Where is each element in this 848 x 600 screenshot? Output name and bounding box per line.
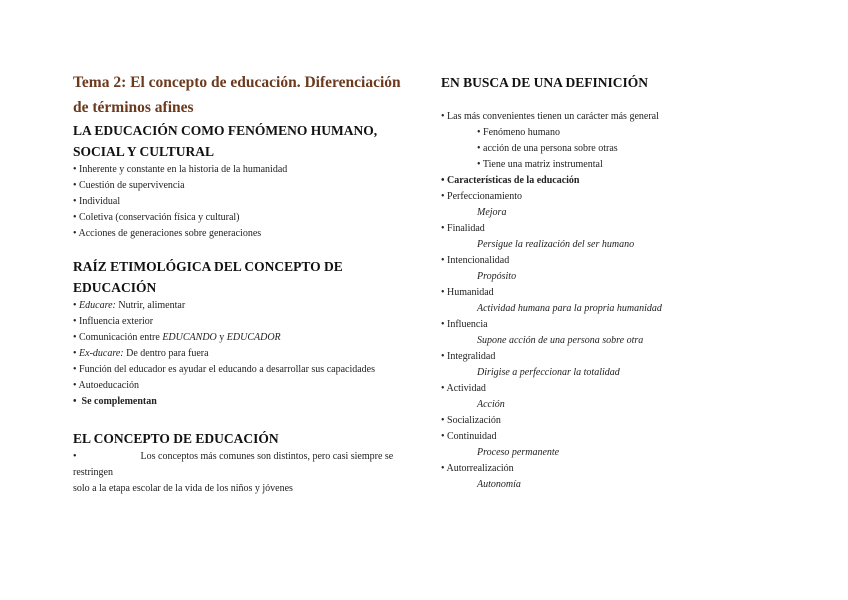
list-item: • Coletiva (conservación física y cultural): [73, 212, 240, 223]
section-heading-etimologia: RAÍZ ETIMOLÓGICA DEL CONCEPTO DE EDUCACIÓN: [73, 259, 343, 295]
section-heading-definicion: EN BUSCA DE UNA DEFINICIÓN: [441, 75, 649, 90]
list-item-desc: Proceso permanente: [477, 447, 560, 458]
list-item-desc: Dirigise a perfeccionar la totalidad: [477, 367, 620, 378]
right-column: [441, 72, 771, 493]
list-item: • Intencionalidad: [441, 255, 510, 266]
list-item-desc: Acción: [477, 399, 505, 410]
list-item: • Integralidad: [441, 351, 496, 362]
section-heading-concepto: EL CONCEPTO DE EDUCACIÓN: [73, 431, 279, 446]
list-item: • Educare: Nutrir, alimentar: [73, 300, 186, 311]
list-item-desc: Propósito: [477, 271, 517, 282]
fenomeno-list: [73, 162, 413, 242]
list-item: • acción de una persona sobre otras: [477, 143, 618, 154]
list-item: • Humanidad: [441, 287, 494, 298]
definicion-list: [441, 109, 771, 493]
list-item: • Autorrealización: [441, 463, 514, 474]
list-item: • Socialización: [441, 415, 501, 426]
list-item: • Actividad: [441, 383, 486, 394]
list-item: • Características de la educación: [441, 175, 580, 186]
list-item: • Función del educador es ayudar el educando a desarrollar sus capacidades: [73, 364, 376, 375]
list-item: • Individual: [73, 196, 121, 207]
left-column: [73, 70, 413, 497]
list-item-desc: Supone acción de una persona sobre otra: [477, 335, 644, 346]
concepto-paragraph: • Los conceptos más comunes son distintos, pero casi siempre se restringen solo a la etapa escolar de la vida de los niños y jóvenes: [73, 451, 394, 494]
document-title: Tema 2: El concepto de educación. Diferenciación de términos afines: [73, 74, 401, 116]
list-item: • Ex-ducare: De dentro para fuera: [73, 348, 209, 359]
list-item: • Se complementan: [73, 396, 157, 407]
list-item: • Fenómeno humano: [477, 127, 560, 138]
list-item: • Finalidad: [441, 223, 485, 234]
list-item: • Perfeccionamiento: [441, 191, 522, 202]
section-heading-fenomeno: LA EDUCACIÓN COMO FENÓMENO HUMANO, SOCIAL Y CULTURAL: [73, 123, 378, 159]
list-item-desc: Persigue la realización del ser humano: [477, 239, 635, 250]
list-item: • Continuidad: [441, 431, 497, 442]
list-item: • Comunicación entre EDUCANDO y EDUCADOR: [73, 332, 281, 343]
list-item: • Inherente y constante en la historia de la humanidad: [73, 164, 288, 175]
list-item: • Influencia exterior: [73, 316, 154, 327]
list-item: • Influencia: [441, 319, 488, 330]
list-item: • Cuestión de supervivencia: [73, 180, 185, 191]
list-item: • Autoeducación: [73, 380, 140, 391]
list-item: • Acciones de generaciones sobre generaciones: [73, 228, 262, 239]
list-item-desc: Mejora: [477, 207, 507, 218]
list-item-desc: Autonomía: [477, 479, 521, 490]
list-item: • Las más convenientes tienen un carácter más general: [441, 111, 659, 122]
etimologia-list: [73, 298, 413, 410]
list-item: • Tiene una matriz instrumental: [477, 159, 603, 170]
list-item-desc: Actividad humana para la propria humanidad: [477, 303, 662, 314]
